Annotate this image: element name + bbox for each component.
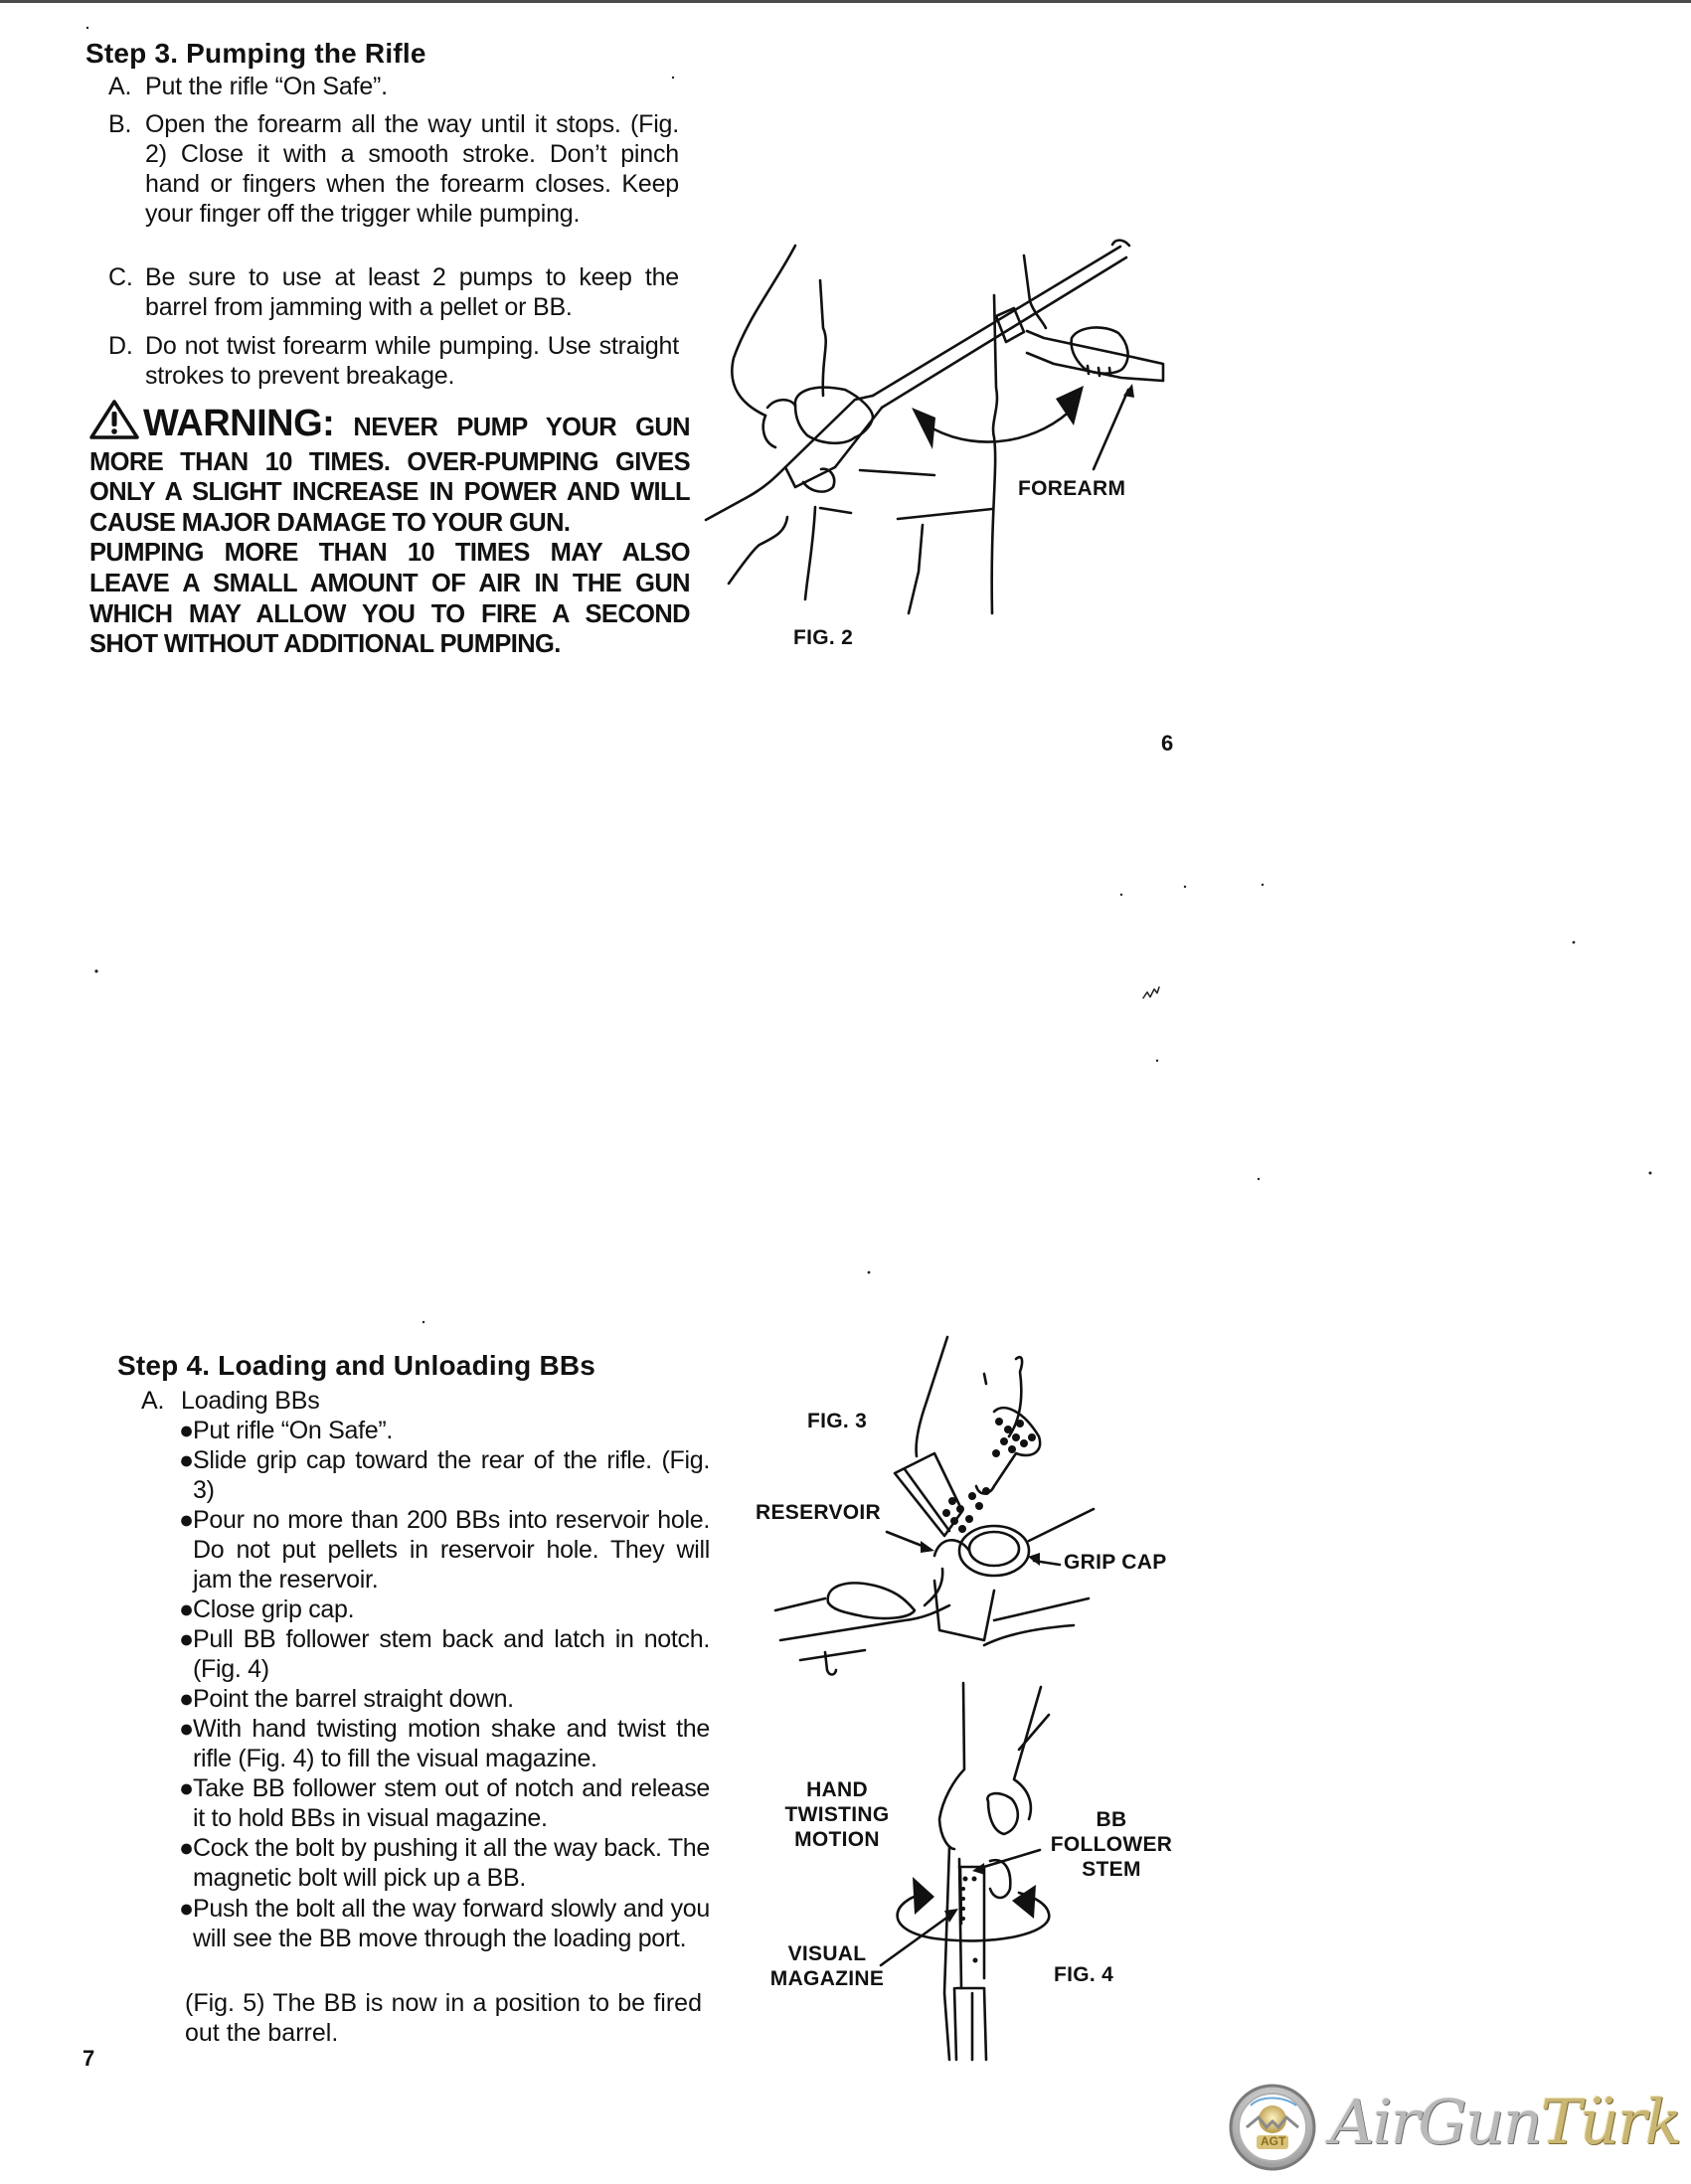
bullet-icon: ● (179, 1506, 194, 1534)
fig4-callout-visual-magazine (758, 1941, 897, 1991)
fig4-callout-bb-follower (1042, 1807, 1181, 1882)
bullet-item (179, 1505, 710, 1595)
bullet-text: Point the barrel straight down. (193, 1685, 514, 1713)
bullet-icon: ● (179, 1895, 194, 1923)
bullet-icon: ● (179, 1625, 194, 1653)
wordmark-part-gold: Türk (1540, 2086, 1681, 2158)
bullet-item (179, 1595, 710, 1624)
bullet-icon: ● (179, 1446, 194, 1474)
callout-line: HAND (806, 1778, 868, 1801)
warning-paragraph-2: PUMPING MORE THAN 10 TIMES MAY ALSO LEAVE A SMALL AMOUNT OF AIR IN THE GUN WHICH MAY ALLOW YOU TO FIRE A SECOND SHOT WITHOUT ADDITIONAL PUMPING. (89, 539, 690, 659)
step3-item-label: A. (108, 73, 132, 100)
step3-heading: Step 3. Pumping the Rifle (85, 38, 426, 69)
step4-subsection-label: A. (141, 1387, 165, 1415)
callout-line: VISUAL (787, 1942, 867, 1965)
bullet-icon: ● (179, 1834, 194, 1862)
bullet-text: Close grip cap. (193, 1596, 355, 1623)
fig3-grip-cap-arrowhead (1028, 1553, 1040, 1566)
warning-paragraph-1 (89, 400, 690, 538)
fig3-callout-grip-cap: GRIP CAP (1064, 1551, 1167, 1574)
bullet-item (179, 1773, 710, 1833)
fig2-callout-forearm: FOREARM (1018, 477, 1126, 500)
fig4-follower-arrowhead (972, 1863, 985, 1875)
step3-item-label: C. (108, 263, 133, 291)
bullet-item (179, 1714, 710, 1773)
callout-line: BB (1096, 1808, 1127, 1831)
airgunturk-wordmark (1330, 2086, 1680, 2158)
fig3-label: FIG. 3 (807, 1410, 868, 1432)
wordmark-part-silver: AirGun (1330, 2086, 1541, 2158)
warning-box (89, 400, 690, 660)
fig3-reservoir-arrowhead (921, 1541, 934, 1553)
step3-item-text: Be sure to use at least 2 pumps to keep the barrel from jamming with a pellet or BB. (145, 263, 679, 321)
fig4-arrowhead-right (1012, 1885, 1036, 1919)
agt-badge-icon (1221, 2078, 1330, 2177)
page-number-7: 7 (83, 2046, 95, 2071)
bullet-text: Pull BB follower stem back and latch in notch. (Fig. 4) (193, 1625, 710, 1683)
fig2-arrowhead-right (1056, 386, 1084, 425)
fig2-label: FIG. 2 (793, 626, 854, 649)
bullet-item (179, 1894, 710, 1953)
bullet-icon: ● (179, 1417, 194, 1444)
bullet-text: With hand twisting motion shake and twist the rifle (Fig. 4) to fill the visual magazine. (193, 1715, 710, 1772)
fig2-illustration (706, 241, 1163, 613)
fig2-pointer-arrowhead (1123, 384, 1134, 398)
fig4-label: FIG. 4 (1054, 1963, 1114, 1986)
bullet-text: Cock the bolt by pushing it all the way back. The magnetic bolt will pick up a BB. (193, 1834, 710, 1892)
bullet-item (179, 1684, 710, 1714)
scan-top-border (0, 0, 1691, 3)
callout-line: STEM (1082, 1858, 1141, 1881)
bullet-icon: ● (179, 1774, 194, 1802)
callout-line: TWISTING (784, 1803, 890, 1826)
bullet-item (179, 1624, 710, 1684)
step3-item-label: D. (108, 332, 133, 360)
bullet-icon: ● (179, 1685, 194, 1713)
warning-text-1: NEVER PUMP YOUR GUN MORE THAN 10 TIMES. OVER-PUMPING GIVES ONLY A SLIGHT INCREASE IN POWER AND WILL CAUSE MAJOR DAMAGE TO YOUR GUN. (89, 414, 690, 537)
bullet-icon: ● (179, 1596, 194, 1623)
step4-closing-text: (Fig. 5) The BB is now in a position to be fired out the barrel. (185, 1989, 702, 2047)
bullet-text: Take BB follower stem out of notch and release it to hold BBs in visual magazine. (193, 1774, 710, 1832)
step4-subsection (141, 1386, 638, 1416)
callout-line: FOLLOWER (1050, 1833, 1173, 1856)
fig4-callout-hand-twisting (767, 1777, 907, 1852)
step3-item-text: Put the rifle “On Safe”. (145, 73, 388, 100)
callout-line: MAGAZINE (769, 1967, 885, 1990)
agt-badge-text: AGT (1261, 2134, 1286, 2148)
bullet-text: Push the bolt all the way forward slowly and you will see the BB move through the loading port. (193, 1895, 710, 1952)
step3-item-text: Open the forearm all the way until it stops. (Fig. 2) Close it with a smooth stroke. Don’t pinch hand or fingers when the forearm closes. Keep your finger off the trigger while pumping. (145, 110, 679, 228)
bullet-item (179, 1416, 710, 1445)
fig4-illustration (881, 1683, 1049, 2060)
callout-line: MOTION (794, 1828, 880, 1851)
warning-title: WARNING: (143, 403, 335, 444)
bullet-text: Slide grip cap toward the rear of the rifle. (Fig. 3) (193, 1446, 710, 1504)
step3-item-text: Do not twist forearm while pumping. Use straight strokes to prevent breakage. (145, 332, 679, 390)
fig3-callout-reservoir: RESERVOIR (756, 1501, 882, 1524)
warning-triangle-icon (89, 400, 139, 447)
fig4-arrowhead-left (913, 1877, 934, 1915)
bullet-item (179, 1833, 710, 1893)
step4-heading: Step 4. Loading and Unloading BBs (117, 1350, 596, 1381)
airgunturk-watermark-logo (1221, 2078, 1681, 2177)
bullet-text: Pour no more than 200 BBs into reservoir hole. Do not put pellets in reservoir hole. They will jam the reservoir. (193, 1506, 710, 1594)
bullet-item (179, 1445, 710, 1505)
step4-subsection-title: Loading BBs (180, 1387, 320, 1415)
step3-item-label: B. (108, 110, 132, 138)
step4-bullet-list (179, 1416, 710, 1953)
fig2-arrowhead-left (912, 408, 935, 449)
page-number-6: 6 (1161, 731, 1174, 756)
fig3-bbs (942, 1418, 1036, 1533)
bullet-text: Put rifle “On Safe”. (193, 1417, 394, 1444)
bullet-icon: ● (179, 1715, 194, 1743)
fig4-magazine-arrowhead (944, 1909, 958, 1923)
